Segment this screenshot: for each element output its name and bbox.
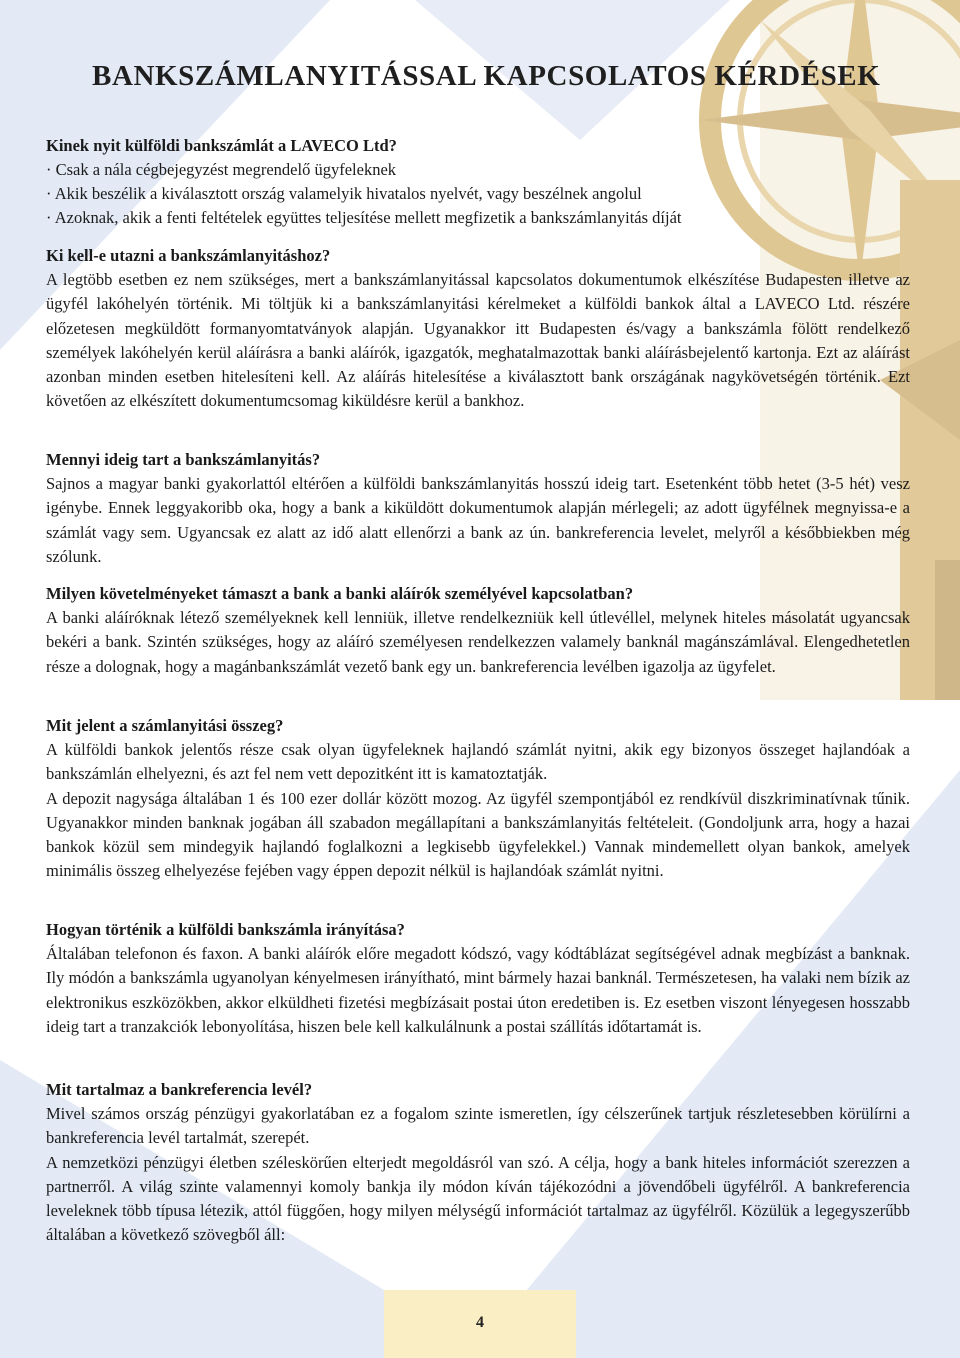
faq-answer-paragraph: Általában telefonon és faxon. A banki aláírók előre megadott kódszó, vagy kódtáblázat segítségével adnak megbízást a banknak. Ily módón a bankszámla ugyanolyan kényelmesen irányítható, mint bármely hazai banknál. Természetesen, ha valaki nem bízik az elektronikus eszközökben, akkor elküldheti fizetési megbízásait postai úton eredetiben is. Ez esetben viszont lényegesen hosszabb ideig tart a tranzakciók lebonyolítása, hiszen bele kell kalkulálnunk a postai szállítás időtartamát is. (46, 944, 910, 1036)
faq-section-signatories (46, 582, 910, 679)
faq-question: Mennyi ideig tart a bankszámlanyitás? (46, 450, 321, 469)
faq-answer-paragraph: A depozit nagysága általában 1 és 100 ezer dollár között mozog. Az ügyfél szempontjából ez rendkívül diszkriminatívnak tűnik. Ugyanakkor minden banknak jogában áll szabadon megállapítani a bankszámlanyitás feltételeit. (Gondoljunk arra, hogy a hazai bankok közül sem mindegyik hajlandó foglalkozni a legkisebb ügyfelekkel.) Vannak mindemellett olyan bankok, amelyek minimális összeg elhelyezése fejében vagy éppen depozit nélkül is hajlandóak számlát nyitni. (46, 788, 910, 881)
page-number-box (384, 1290, 576, 1358)
bullet-item: · Akik beszélik a kiválasztott ország valamelyik hivatalos nyelvét, vagy beszélnek angolul (46, 184, 642, 203)
faq-question: Mit jelent a számlanyitási összeg? (46, 716, 284, 735)
faq-section-management (46, 918, 910, 1039)
page-number: 4 (476, 1314, 484, 1331)
page-title: BANKSZÁMLANYITÁSSAL KAPCSOLATOS KÉRDÉSEK (92, 60, 881, 92)
bullet-item: · Azoknak, akik a fenti feltételek együttes teljesítése mellett megfizetik a bankszámlanyitás díját (46, 208, 682, 227)
faq-section-reference-letter (46, 1078, 910, 1248)
bullet-item: · Csak a nála cégbejegyzést megrendelő ügyfeleknek (46, 160, 397, 179)
faq-answer-paragraph: A külföldi bankok jelentős része csak olyan ügyfeleknek hajlandó számlát nyitni, akik egy bizonyos összeget hajlandóak a bankszámlán elhelyezni, és azt fel nem vett depozitként itt is kamatoztatják. (46, 740, 910, 784)
faq-question: Mit tartalmaz a bankreferencia levél? (46, 1080, 313, 1099)
faq-question: Milyen követelményeket támaszt a bank a banki aláírók személyével kapcsolatban? (46, 584, 634, 603)
faq-section-duration (46, 448, 910, 569)
faq-section-travel (46, 244, 910, 414)
faq-answer-paragraph: A nemzetközi pénzügyi életben széleskörűen elterjedt megoldásról van szó. A célja, hogy a bank hiteles információt szerezzen a partnerről. A világ szinte valamennyi komoly bankja ily módon kíván tájékozódni a jövendőbeli ügyfélről. A bankreferencia leveleknek több típusa létezik, attól függően, hogy milyen mélységű információt tartalmaz az ügyfélről. Közülük a legegyszerűbb általában a következő szövegből áll: (46, 1152, 910, 1245)
faq-section-deposit (46, 714, 910, 884)
faq-answer-paragraph: A banki aláíróknak létező személyeknek kell lenniük, illetve rendelkezniük kell útlevéllel, melynek hiteles másolatát ugyancsak bekéri a bank. Szintén szükséges, hogy az aláíró személyesen rendelkezzen valamely banknál magánszámlával. Elengedhetetlen része a dolognak, hogy a magánbankszámlát vezető bank egy un. bankreferencia levélben igazolja az ügyfelet. (46, 608, 910, 676)
faq-question: Ki kell-e utazni a bankszámlanyitáshoz? (46, 246, 331, 265)
faq-section-who (46, 134, 910, 230)
faq-answer-paragraph: Sajnos a magyar banki gyakorlattól eltérően a külföldi bankszámlanyitás hosszú ideig tart. Esetenként több hetet (3-5 hét) vesz igénybe. Ennek leggyakoribb oka, hogy a bank a kiküldött dokumentumok alapján mérlegeli; az adott ügyfélnek megnyissa-e a számlát vagy sem. Ugyancsak ez alatt az idő alatt ellenőrzi a bank az ún. bankreferencia levelet, melyről a későbbiekben még szólunk. (46, 474, 910, 566)
faq-question: Hogyan történik a külföldi bankszámla irányítása? (46, 920, 405, 939)
faq-answer-paragraph: A legtöbb esetben ez nem szükséges, mert a bankszámlanyitással kapcsolatos dokumentumok elkészítése Budapesten illetve az ügyfél lakóhelyén történik. Mi töltjük ki a bankszámlanyitási kérelmeket a külföldi bankok által a LAVECO Ltd. részére előzetesen megküldött formanyomtatványok alapján. Ugyanakkor itt Budapesten és/vagy a bankszámla fölött rendelkező személyek lakóhelyén kerül aláírásra a banki aláírók, igazgatók, meghatalmazottak banki aláírásbejelentő kartonja. Ezt az aláírást azonban minden esetben hitelesíteni kell. Az aláírás hitelesítése a kiválasztott bank országának nagykövetségén történik. Ezt követően az elkészített dokumentumcsomag kiküldésre kerül a bankhoz. (46, 270, 910, 411)
faq-answer-paragraph: Mivel számos ország pénzügyi gyakorlatában ez a fogalom szinte ismeretlen, így célszerűnek tartjuk részletesebben körülírni a bankreferencia levél tartalmát, szerepét. (46, 1104, 910, 1148)
faq-question: Kinek nyit külföldi bankszámlát a LAVECO Ltd? (46, 136, 397, 155)
